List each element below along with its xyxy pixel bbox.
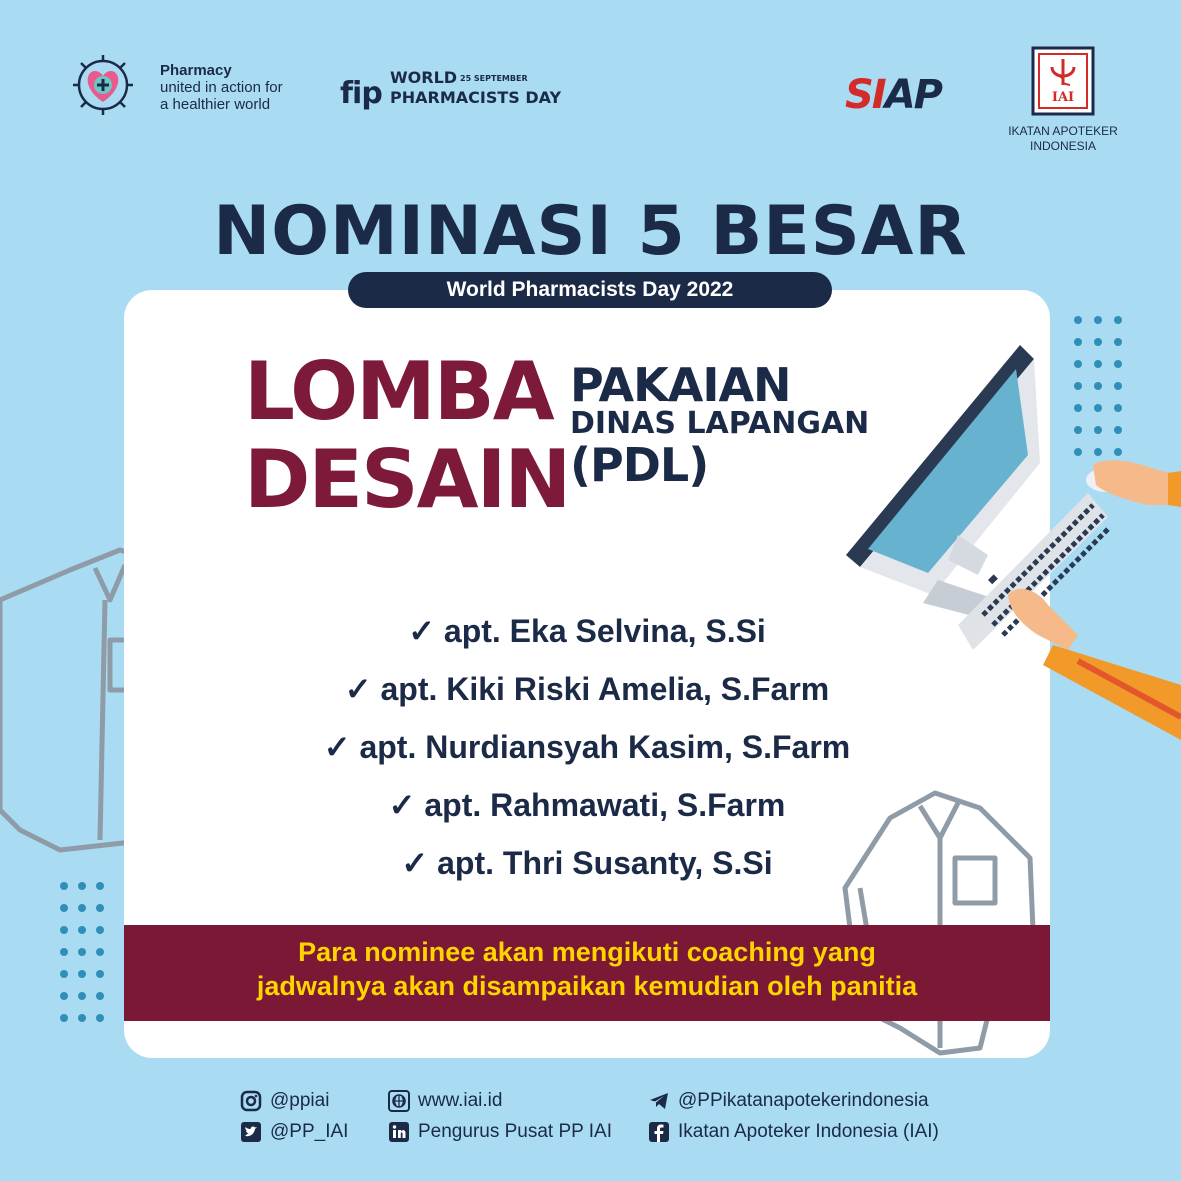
linkedin-name: Pengurus Pusat PP IAI [418,1121,612,1142]
twitter-icon [240,1121,262,1143]
telegram-handle: @PPikatanapotekerindonesia [678,1090,929,1111]
contest-dinas-lapangan: DINAS LAPANGAN [570,406,870,441]
facebook-name: Ikatan Apoteker Indonesia (IAI) [678,1121,939,1142]
pharmacy-tagline [160,62,283,113]
contest-pakaian: PAKAIAN [570,358,791,412]
instagram-link[interactable] [240,1090,329,1112]
telegram-link[interactable] [648,1090,929,1112]
nominee-item-2: ✓ apt. Kiki Riski Amelia, S.Farm [344,671,830,707]
siap-logo-ap: AP [884,72,941,118]
fip-date-text: 25 SEPTEMBER [460,74,528,83]
twitter-handle: @PP_IAI [270,1121,349,1142]
notice-line-1: Para nominee akan mengikuti coaching yang [298,937,876,967]
facebook-link[interactable] [648,1121,939,1143]
dot-pattern-left [58,880,108,1030]
pharmacy-line-2: united in action for [160,79,283,96]
instagram-icon [240,1090,262,1112]
siap-logo [845,72,941,118]
pharmacy-heart-globe-icon [62,44,144,126]
contest-title-left [244,345,570,526]
fip-pharmacists-day-text: PHARMACISTS DAY [390,88,562,107]
fip-world-text: WORLD [390,68,458,87]
siap-logo-si: SI [845,72,885,118]
iai-name [1000,124,1126,154]
website-url: www.iai.id [418,1090,503,1111]
linkedin-icon [388,1121,410,1143]
nominee-item-3: ✓ apt. Nurdiansyah Kasim, S.Farm [323,729,851,765]
iai-emblem-label [1030,45,1096,117]
svg-text:IAI: IAI [1051,90,1075,105]
telegram-icon [648,1090,670,1112]
instagram-handle: @ppiai [270,1090,330,1111]
pharmacy-line-3: a healthier world [160,96,271,113]
contest-title-right [570,358,870,492]
contest-word-lomba: LOMBA [244,345,553,438]
website-link[interactable] [388,1090,502,1112]
nominee-item-5: ✓ apt. Thri Susanty, S.Si [401,845,773,881]
nominee-item-4: ✓ apt. Rahmawati, S.Farm [388,787,786,823]
nominee-item-1: ✓ apt. Eka Selvina, S.Si [408,613,766,649]
fip-logo-text: fip [340,76,382,111]
page-title: NOMINASI 5 BESAR [213,192,968,271]
fip-world-pharmacists-day-logo [340,62,590,118]
event-subtitle: World Pharmacists Day 2022 [348,272,832,308]
contest-word-desain: DESAIN [244,433,570,526]
iai-line-2: INDONESIA [1029,139,1096,153]
pharmacy-title: Pharmacy [160,62,232,79]
notice-banner [124,925,1050,1021]
iai-line-1: IKATAN APOTEKER [1008,124,1118,138]
globe-icon [388,1090,410,1112]
facebook-icon [648,1121,670,1143]
twitter-link[interactable] [240,1121,348,1143]
notice-line-2: jadwalnya akan disampaikan kemudian oleh panitia [256,971,918,1001]
contest-pdl: (PDL) [570,438,709,492]
linkedin-link[interactable] [388,1121,612,1143]
